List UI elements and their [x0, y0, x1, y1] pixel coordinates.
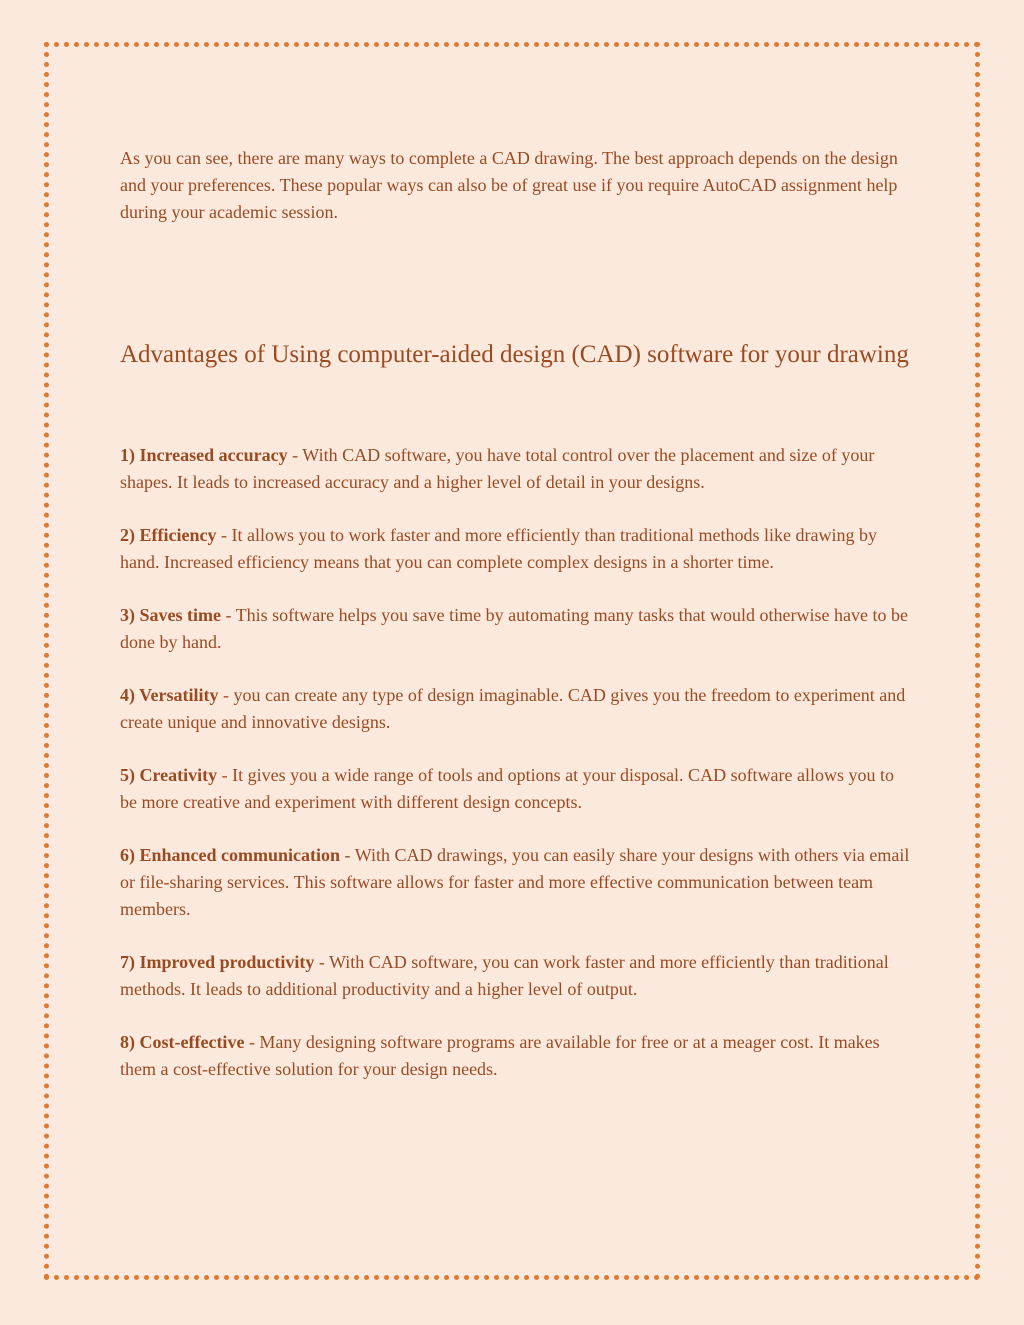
item-title: 2) Efficiency — [120, 525, 217, 545]
list-item — [120, 602, 910, 656]
list-item — [120, 762, 910, 816]
advantages-list — [120, 442, 910, 1109]
page-content — [120, 145, 910, 1079]
item-title: 7) Improved productivity — [120, 952, 315, 972]
item-text: - It gives you a wide range of tools and options at your disposal. CAD software allows you to be more creative and experiment with different design concepts. — [120, 765, 895, 812]
item-title: 3) Saves time — [120, 605, 221, 625]
item-title: 1) Increased accuracy — [120, 445, 288, 465]
intro-paragraph: As you can see, there are many ways to complete a CAD drawing. The best approach depends on the design and your preferences. These popular ways can also be of great use if you require AutoCAD assignment help during your academic session. — [120, 148, 898, 222]
item-title: 5) Creativity — [120, 765, 218, 785]
list-item — [120, 682, 910, 736]
item-text: - This software helps you save time by automating many tasks that would otherwise have to be done by hand. — [120, 605, 909, 652]
item-text: - With CAD software, you can work faster and more efficiently than traditional methods. It leads to additional productivity and a higher level of output. — [120, 952, 889, 999]
item-text: - you can create any type of design imaginable. CAD gives you the freedom to experiment and create unique and innovative designs. — [120, 685, 906, 732]
item-text: - With CAD drawings, you can easily share your designs with others via email or file-sharing services. This software allows for faster and more effective communication between team members. — [120, 845, 910, 919]
list-item — [120, 522, 910, 576]
list-item — [120, 949, 910, 1003]
list-item — [120, 1029, 910, 1083]
item-title: 8) Cost-effective — [120, 1032, 245, 1052]
item-text: - With CAD software, you have total control over the placement and size of your shapes. It leads to increased accuracy and a higher level of detail in your designs. — [120, 445, 875, 492]
item-title: 6) Enhanced communication — [120, 845, 341, 865]
item-text: - It allows you to work faster and more efficiently than traditional methods like drawing by hand. Increased efficiency means that you can complete complex designs in a shorter time. — [120, 525, 877, 572]
item-title: 4) Versatility — [120, 685, 219, 705]
item-text: - Many designing software programs are available for free or at a meager cost. It makes them a cost-effective solution for your design needs. — [120, 1032, 880, 1079]
section-heading: Advantages of Using computer-aided design (CAD) software for your drawing — [120, 341, 909, 368]
list-item — [120, 842, 910, 923]
list-item — [120, 442, 910, 496]
